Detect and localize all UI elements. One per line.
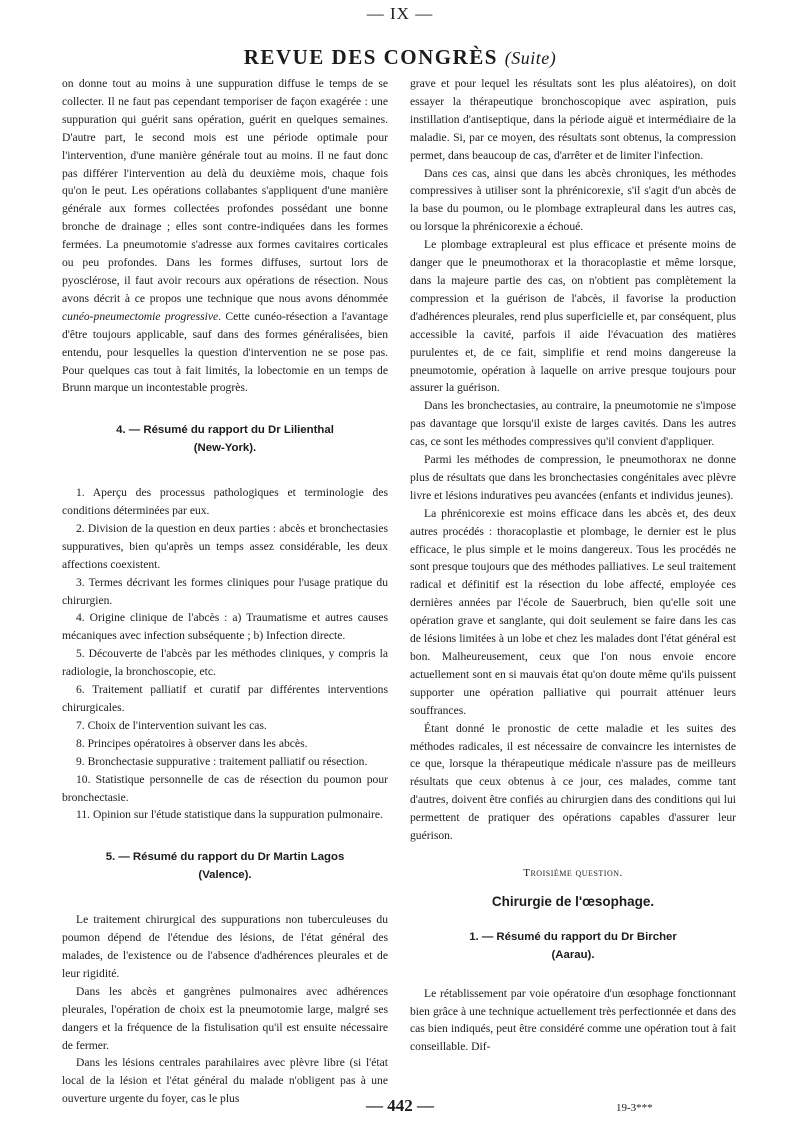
list-item: 5. Découverte de l'abcès par les méthodes cliniques, y compris la radiologie, la bronchoscopie, etc.	[62, 647, 388, 679]
chapter-subtitle: Chirurgie de l'œsophage.	[491, 893, 655, 909]
list-item: 2. Division de la question en deux parties : abcès et bronchectasies suppuratives, bien qu'après un temps assez considérable, les deux affections coexistent.	[62, 521, 388, 571]
right-paragraph-7: Étant donné le pronostic de cette maladie et les suites des méthodes radicales, il est nécessaire de convaincre les internistes de ce que, lorsque la thérapeutique médicale n'assure pas de meilleurs résultats que ceux obtenus à ce jour, ces malades, comme tant d'autres, doivent être confiés au chirurgien dans des conditions qui lui permettent de pratiquer des opérations capables d'assurer leur guérison.	[410, 721, 736, 843]
report-items-list	[62, 484, 388, 824]
title-text: REVUE DES CONGRÈS	[243, 45, 498, 69]
section-heading-bircher	[410, 929, 736, 965]
text-run: . Cette cunéo-résection a l'avantage d'être toujours applicable, sauf dans des formes généralisées, bien entendu, pour lesquelles la question d'intervention ne se pose pas. Pour quelques cas tout à fait limités, la lobectomie en un temps de Brunn marque un incontestable progrès.	[62, 309, 388, 395]
emphasis: cunéo-pneumectomie progressive	[62, 309, 219, 323]
list-item: 4. Origine clinique de l'abcès : a) Traumatisme et autres causes mécaniques avec infection subséquente ; b) Infection directe.	[62, 611, 388, 643]
list-item: 11. Opinion sur l'étude statistique dans la suppuration pulmonaire.	[76, 808, 383, 822]
list-item: 10. Statistique personnelle de cas de résection du poumon pour bronchectasie.	[62, 772, 388, 804]
section-heading-martin-lagos	[62, 849, 388, 885]
right-paragraph-1: grave et pour lequel les résultats sont les plus aléatoires), on doit essayer la thérapeutique bronchoscopique avec aspiration, puis instillation d'antiseptique, dans la période aiguë et intermédiaire de la maladie. Si, par ce moyen, des résultats sont obtenus, la compression permet, dans beaucoup de cas, d'arrêter et de limiter l'infection.	[410, 77, 736, 162]
list-item: 9. Bronchectasie suppurative : traitement palliatif ou résection.	[76, 754, 368, 768]
title-suite: (Suite)	[504, 48, 557, 68]
heading-line: (Valence).	[198, 869, 252, 882]
heading-line: 4. — Résumé du rapport du Dr Lilienthal	[116, 424, 334, 437]
right-paragraph-2: Dans ces cas, ainsi que dans les abcès chroniques, les méthodes compressives à utiliser sont la phrénicorexie, s'il s'agit d'un abcès de la base du poumon, ou le plombage extrapleural dans les autres cas, ou lorsque la phrénicorexie a échoué.	[410, 166, 736, 234]
heading-line: 1. — Résumé du rapport du Dr Bircher	[469, 930, 677, 943]
question-label: Troisième question.	[523, 866, 623, 879]
right-column	[410, 75, 736, 1056]
heading-line: (Aarau).	[551, 948, 595, 961]
right-paragraph-8: Le rétablissement par voie opératoire d'un œsophage fonctionnant bien grâce à une technique actuellement très perfectionnée et dans des cas bien indiqués, peut être considéré comme une opération tout à fait conseillable. Dif-	[410, 986, 736, 1054]
heading-line: (New-York).	[193, 442, 257, 455]
page-roman-numeral: — IX —	[366, 4, 434, 23]
list-item: 6. Traitement palliatif et curatif par différentes interventions chirurgicales.	[62, 683, 388, 714]
right-paragraph-4: Dans les bronchectasies, au contraire, la pneumotomie ne s'impose pas davantage que lorsqu'il existe de larges cavités. Dans les autres cas, ce sont les méthodes compressives qu'il convient d'appliquer.	[410, 399, 736, 449]
list-item: 7. Choix de l'intervention suivant les cas.	[76, 718, 267, 732]
list-item: 8. Principes opératoires à observer dans les abcès.	[76, 736, 308, 750]
page-number: — 442 —	[366, 1096, 434, 1115]
right-paragraph-6: La phrénicorexie est moins efficace dans les abcès et, des deux autres procédés : thoracoplastie et plombage, le dernier est le plus efficace, le plus simple et le moins dangereux. Tous les procédés ne sont presque toujours que des méthodes palliatives. Le seul traitement radical et définitif est la résection du lobe affecté, employée ces dernières années par l'école de Sauerbruch, bien qu'elle soit une opération grave et sanglante, qui doit seulement se faire dans les cas de lésions limitées à un lobe et chez les malades dont l'état général est bon. Malheureusement, ceux que l'on nous envoie encore actuellement sont en si mauvais état qu'on doute même qu'ils puissent supporter une opération palliative qui pourrait atténuer leurs souffrances.	[410, 506, 736, 717]
journal-title	[0, 45, 800, 70]
list-item: 1. Aperçu des processus pathologiques et terminologie des conditions déterminées par eux.	[62, 486, 388, 518]
left-column	[62, 75, 388, 1108]
left-paragraph-1	[62, 75, 388, 397]
left-paragraph-3: Dans les abcès et gangrènes pulmonaires avec adhérences pleurales, l'opération de choix est la pneumotomie large, malgré ses dangers et la fréquence de la fistulisation qu'il est ensuite nécessaire de fermer.	[62, 984, 388, 1052]
heading-line: 5. — Résumé du rapport du Dr Martin Lagos	[105, 851, 345, 864]
text-run: on donne tout au moins à une suppuration diffuse le temps de se collecter. Il ne faut pas cependant temporiser de façon exagérée : une suppuration qui guérit sans opération, guérit en quelques semaines. D'autre part, le second mois est une période optimale pour l'intervention, d'une manière générale tout au moins. Il ne faut donc pas différer l'intervention au delà du deuxième mois, chaque fois qu'on le peut. Les opérations collabantes s'appliquent d'une manière générale aux formes collectées profondes possédant une bonne bronche de drainage ; elles sont contre-indiquées dans les formes fermées. La pneumotomie s'adresse aux formes cavitaires corticales ou peu profondes. Dans les formes diffuses, surtout lors de pyosclérose, il faut avoir recours aux opérations de résection. Nous avons décrit à ce propos une technique que nous avons dénommée	[62, 77, 388, 305]
left-paragraph-2: Le traitement chirurgical des suppurations non tuberculeuses du poumon dépend de l'étendue des lésions, de l'état général des malades, de l'existence ou de l'absence d'adhérences pleurales et de leur rigidité.	[62, 913, 388, 980]
left-paragraph-4: Dans les lésions centrales parahilaires avec plèvre libre (si l'état local de la lésion et l'état général du malade n'obligent pas à une ouverture urgente du foyer, cas le plus	[62, 1056, 388, 1106]
right-paragraph-5: Parmi les méthodes de compression, le pneumothorax ne donne plus de résultats que dans les bronchectasies congénitales avec plèvre livre et lésions induratives peu avancées (enfants et individus jeunes).	[410, 453, 736, 502]
list-item: 3. Termes décrivant les formes cliniques pour l'usage pratique du chirurgien.	[62, 575, 388, 607]
right-paragraph-3: Le plombage extrapleural est plus efficace et présente moins de danger que le pneumothorax et la thoracoplastie et même lorsque, dans la majeure partie des cas, on n'obtient pas complètement la compression et la guérison de l'abcès, il favorise la production d'adhérences pleurales, rend plus superficielle et, par conséquent, plus accessible la cavité, parfois il aide l'évacuation des matières purulentes et, de ce fait, simplifie et rend moins dangereuse la pneumotomie, opération à laquelle on arrive presque toujours pour assurer la guérison.	[410, 238, 736, 395]
section-heading-lilienthal	[62, 422, 388, 458]
printer-signature: 19-3***	[616, 1102, 653, 1114]
